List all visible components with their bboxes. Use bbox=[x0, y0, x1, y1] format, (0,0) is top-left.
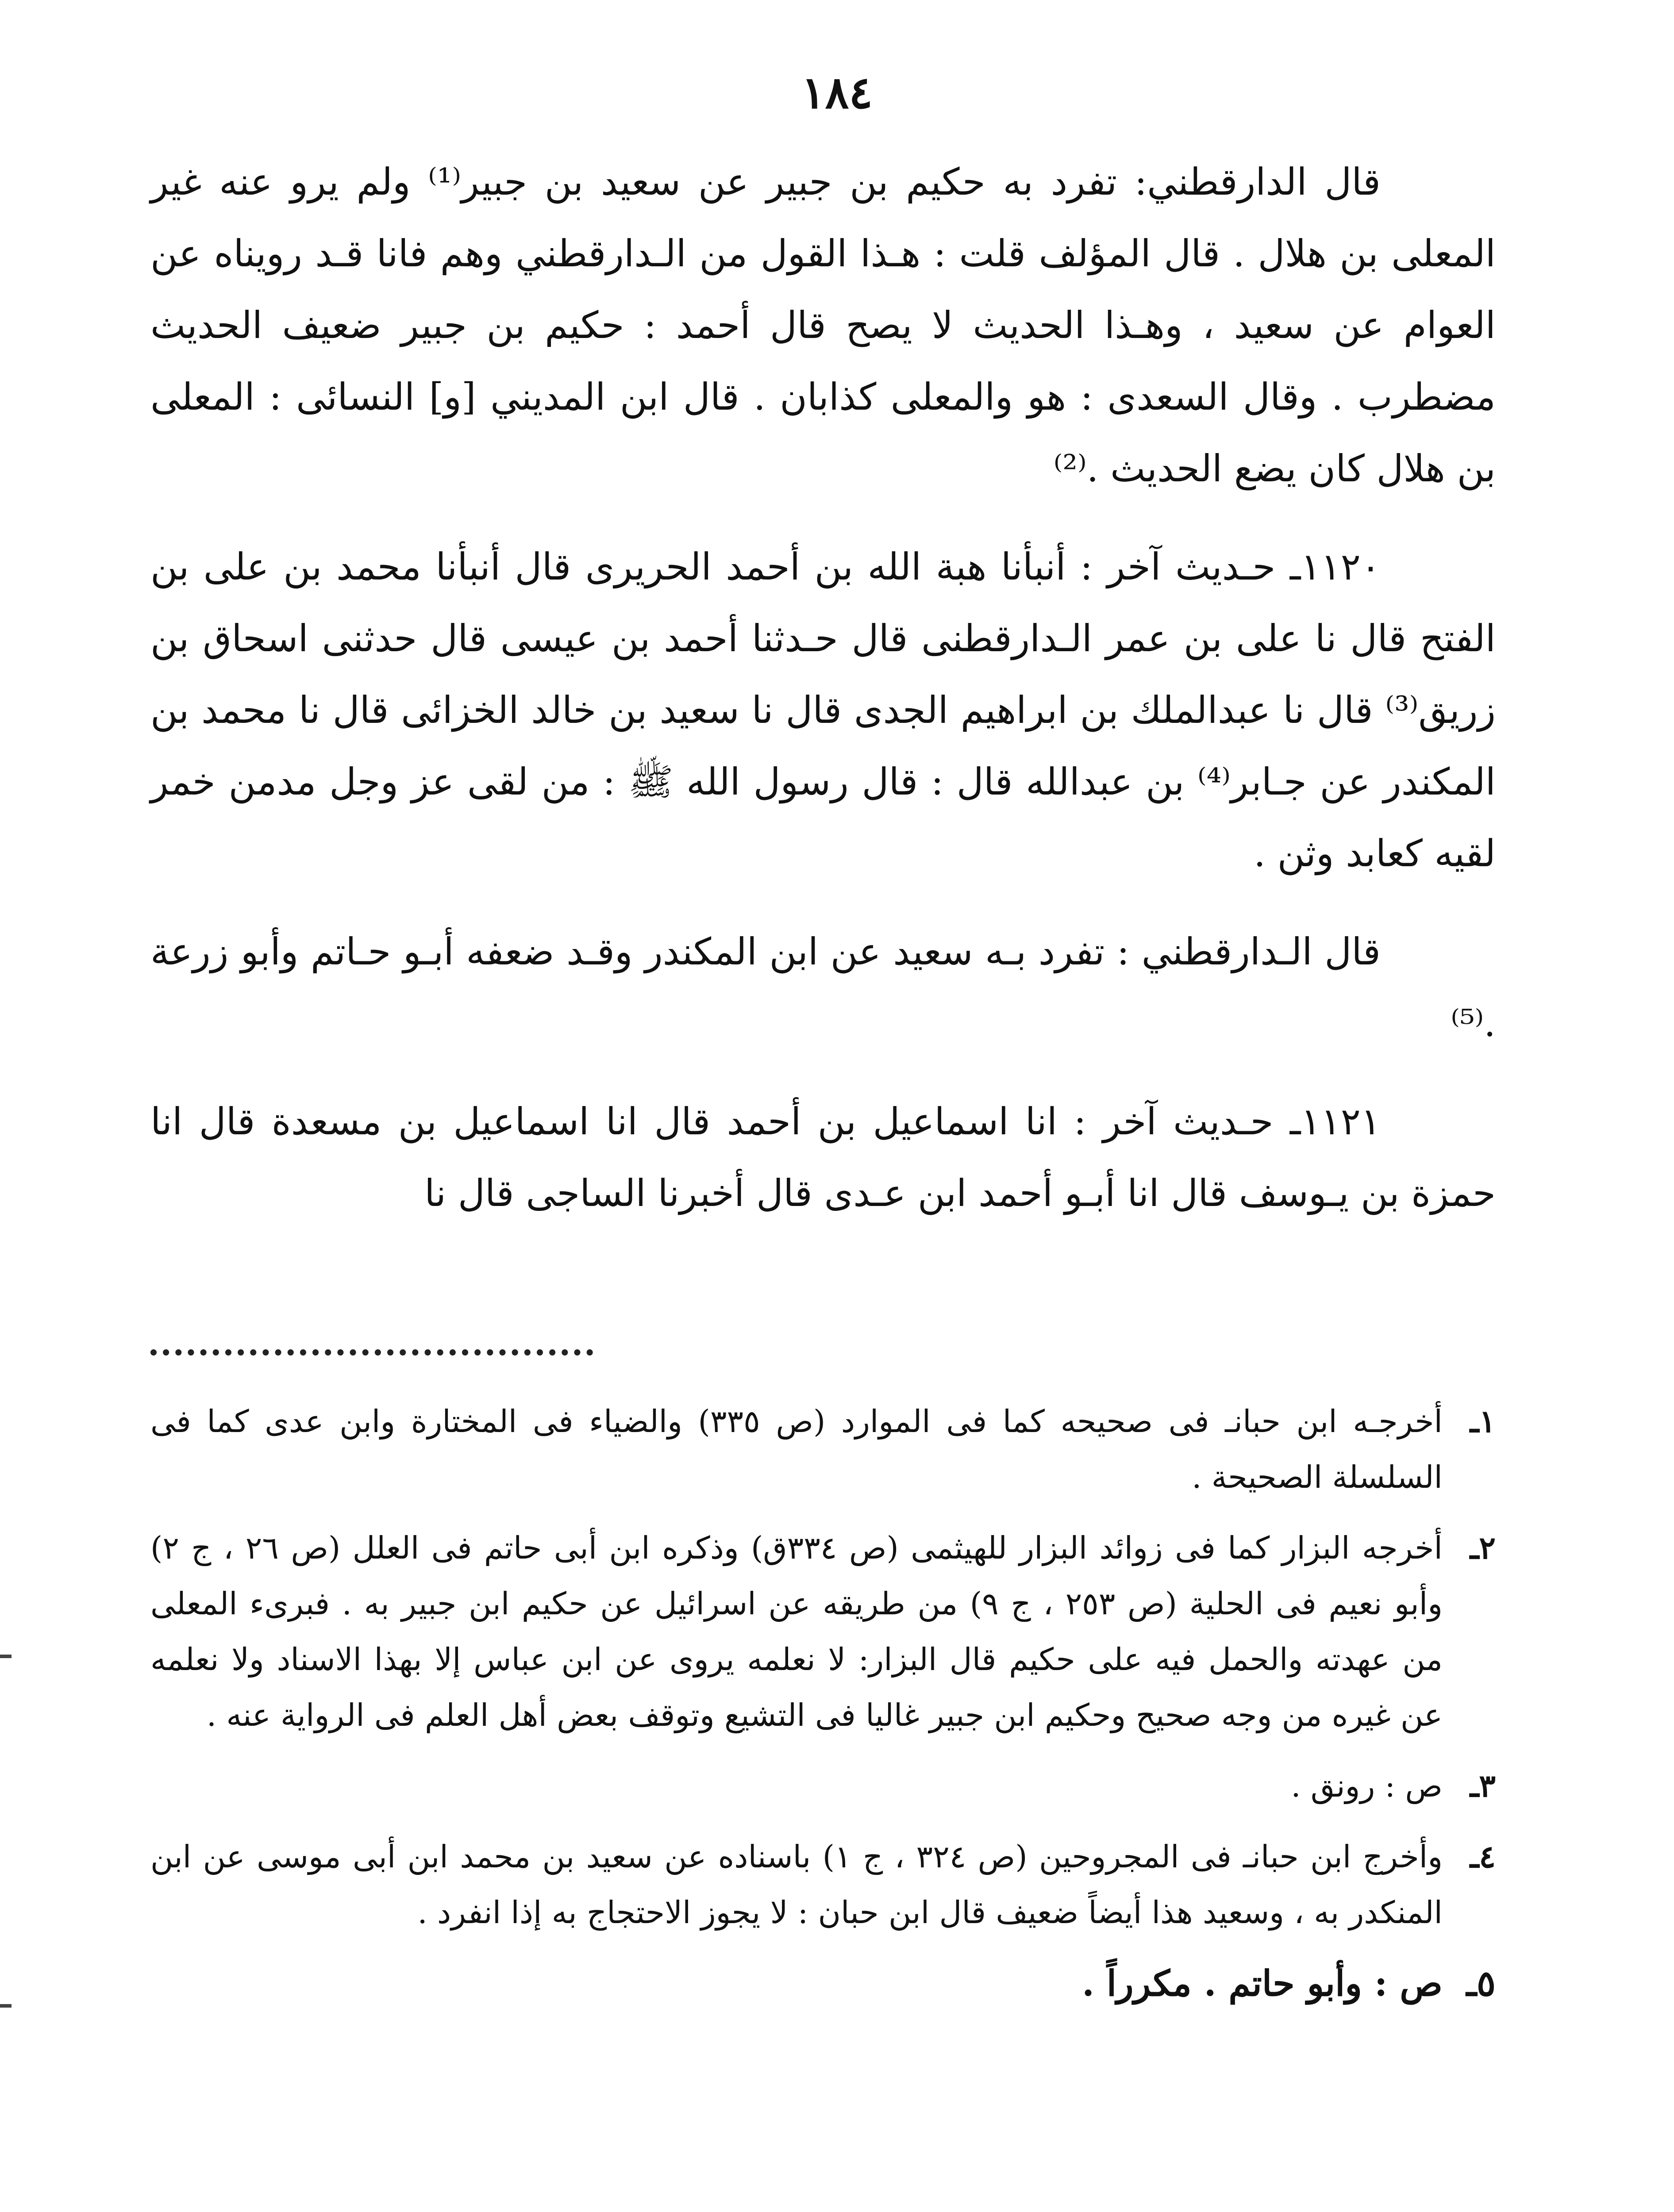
page-number: ١٨٤ bbox=[801, 66, 873, 119]
footnotes bbox=[150, 1394, 1496, 2026]
footnote-text: وأخرج ابن حبانـ فى المجروحين (ص ٣٢٤ ، ج ١) باسناده عن سعيد بن محمد ابن أبى موسى عن ابن المنكدر به ، وسعيد هذا أيضاً ضعيف قال ابن حبان : لا يجوز الاحتجاج به إذا انفرد . bbox=[150, 1839, 1443, 1931]
footnote-text: ص : رونق . bbox=[1291, 1768, 1443, 1804]
paragraph-daraqutni-ruling: قال الـدارقطني : تفرد بـه سعيد عن ابن المكندر وقـد ضعفه أبـو حـاتم وأبو زرعة .⁽⁵⁾ bbox=[150, 930, 1496, 1045]
footnote-item bbox=[150, 1758, 1496, 1814]
footnote-item bbox=[150, 1394, 1496, 1505]
footnote-number: ٢ـ bbox=[1470, 1529, 1496, 1566]
footnote-text: ص : وأبو حاتم . مكرراً . bbox=[1082, 1962, 1443, 2004]
footnote-number: ٣ـ bbox=[1470, 1767, 1496, 1804]
main-text bbox=[150, 146, 1496, 1256]
footnote-number: ١ـ bbox=[1470, 1403, 1496, 1440]
footnote-text: أخرجـه ابن حبانـ فى صحيحه كما فى الموارد (ص ٣٣٥) والضياء فى المختارة وابن عدى كما فى السلسلة الصحيحة . bbox=[150, 1403, 1443, 1495]
paragraph-hadith-1121: ١١٢١ـ حـديث آخر : انا اسماعيل بن أحمد قال انا اسماعيل بن مسعدة قال انا حمزة بن يـوسف قال انا أبـو أحمد ابن عـدى قال أخبرنا الساجى قال نا bbox=[150, 1100, 1496, 1215]
footnote-item bbox=[150, 1955, 1496, 2011]
footnote-number: ٤ـ bbox=[1470, 1838, 1496, 1875]
paragraph-hadith-1120: ١١٢٠ـ حـديث آخر : أنبأنا هبة الله بن أحمد الحريرى قال أنبأنا محمد بن على بن الفتح قال نا على بن عمر الـدارقطنى قال حـدثنا أحمد بن عيسى قال حدثنى اسحاق بن زريق⁽³⁾ قال نا عبدالملك بن ابراهيم الجدى قال نا سعيد بن خالد الخزائى قال نا محمد بن المكندر عن جـابر⁽⁴⁾ بن عبدالله قال : قال رسول الله ﷺ : من لقى عز وجل مدمن خمر لقيه كعابد وثن . bbox=[150, 545, 1496, 875]
scan-edge-mark bbox=[0, 2004, 12, 2008]
footnote-item bbox=[150, 1829, 1496, 1940]
footnote-number: ٥ـ bbox=[1466, 1962, 1496, 2004]
footnote-text: أخرجه البزار كما فى زوائد البزار للهيثمى (ص ٣٣٤ق) وذكره ابن أبى حاتم فى العلل (ص ٢٦ ، ج ٢) وأبو نعيم فى الحلية (ص ٢٥٣ ، ج ٩) من طريقه عن اسرائيل عن حكيم ابن جبير به . فبرىء المعلى من عهدته والحمل فيه على حكيم قال البزار: لا نعلمه يروى عن ابن عباس إلا بهذا الاسناد ولا نعلمه عن غيره من وجه صحيح وحكيم ابن جبير غاليا فى التشيع وتوقف بعض أهل العلم فى الرواية عنه . bbox=[150, 1530, 1443, 1733]
footnote-item bbox=[150, 1520, 1496, 1743]
footnote-separator bbox=[150, 1349, 593, 1356]
paragraph-daraqutni-comment: قال الدارقطني: تفرد به حكيم بن جبير عن سعيد بن جبير⁽¹⁾ ولم يرو عنه غير المعلى بن هلال . قال المؤلف قلت : هـذا القول من الـدارقطني وهم فانا قـد رويناه عن العوام عن سعيد ، وهـذا الحديث لا يصح قال أحمد : حكيم بن جبير ضعيف الحديث مضطرب . وقال السعدى : هو والمعلى كذابان . قال ابن المديني [و] النسائى : المعلى بن هلال كان يضع الحديث .⁽²⁾ bbox=[150, 160, 1496, 490]
scan-edge-mark bbox=[0, 1655, 12, 1658]
